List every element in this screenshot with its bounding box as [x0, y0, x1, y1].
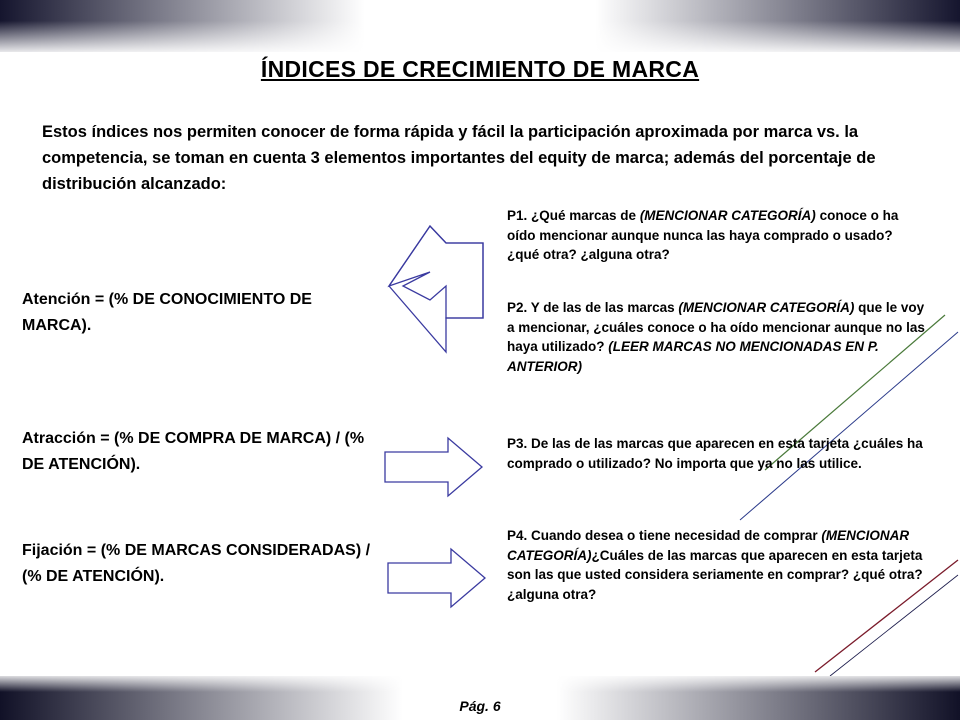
question-p1	[507, 206, 927, 265]
question-p2-category: (MENCIONAR CATEGORÍA)	[678, 300, 855, 315]
question-p4-prefix: P4. Cuando desea o tiene necesidad de comprar	[507, 528, 822, 543]
question-p2-prefix: P2. Y de las de las marcas	[507, 300, 679, 315]
right-arrow-fijacion	[388, 549, 485, 607]
question-p1-rest: conoce o ha oído mencionar aunque nunca las haya comprado o usado? ¿qué otra? ¿alguna otra?	[507, 208, 899, 262]
page-title: ÍNDICES DE CRECIMIENTO DE MARCA	[260, 56, 700, 82]
question-p2	[507, 298, 927, 376]
index-atraccion: Atracción = (% DE COMPRA DE MARCA) / (% DE ATENCIÓN).	[22, 430, 365, 473]
question-p2-rest: que le voy a mencionar, ¿cuáles conoce o ha oído mencionar aunque no las haya utilizado?	[507, 300, 925, 354]
question-p4-category: (MENCIONAR CATEGORÍA)	[507, 528, 910, 563]
double-arrow-outline	[389, 226, 483, 352]
question-p2-instruction: (LEER MARCAS NO MENCIONADAS EN P. ANTERIOR)	[507, 339, 879, 374]
intro-paragraph: Estos índices nos permiten conocer de forma rápida y fácil la participación aproximada por marca vs. la competencia, se toman en cuenta 3 elementos importantes del equity de marca; además del porcentaje de distribución alcanzado:	[42, 123, 876, 193]
question-p4-rest: ¿Cuáles de las marcas que aparecen en esta tarjeta son las que usted considera seriamente en comprar? ¿qué otra? ¿alguna otra?	[507, 547, 923, 602]
right-arrow-atraccion	[385, 438, 482, 496]
question-p3-text: P3. De las de las marcas que aparecen en esta tarjeta ¿cuáles ha comprado o utilizado? No importa que ya no las utilice.	[507, 436, 923, 471]
index-fijacion: Fijación = (% DE MARCAS CONSIDERADAS) / (% DE ATENCIÓN).	[22, 542, 371, 585]
question-p3	[507, 434, 927, 473]
page-number: Pág. 6	[459, 698, 501, 714]
question-p4	[507, 526, 927, 604]
question-p1-category: (MENCIONAR CATEGORÍA)	[639, 208, 816, 223]
question-p1-prefix: P1. ¿Qué marcas de	[507, 208, 640, 223]
double-curved-arrow	[389, 226, 483, 318]
index-atencion: Atención = (% DE CONOCIMIENTO DE MARCA).	[22, 291, 312, 334]
